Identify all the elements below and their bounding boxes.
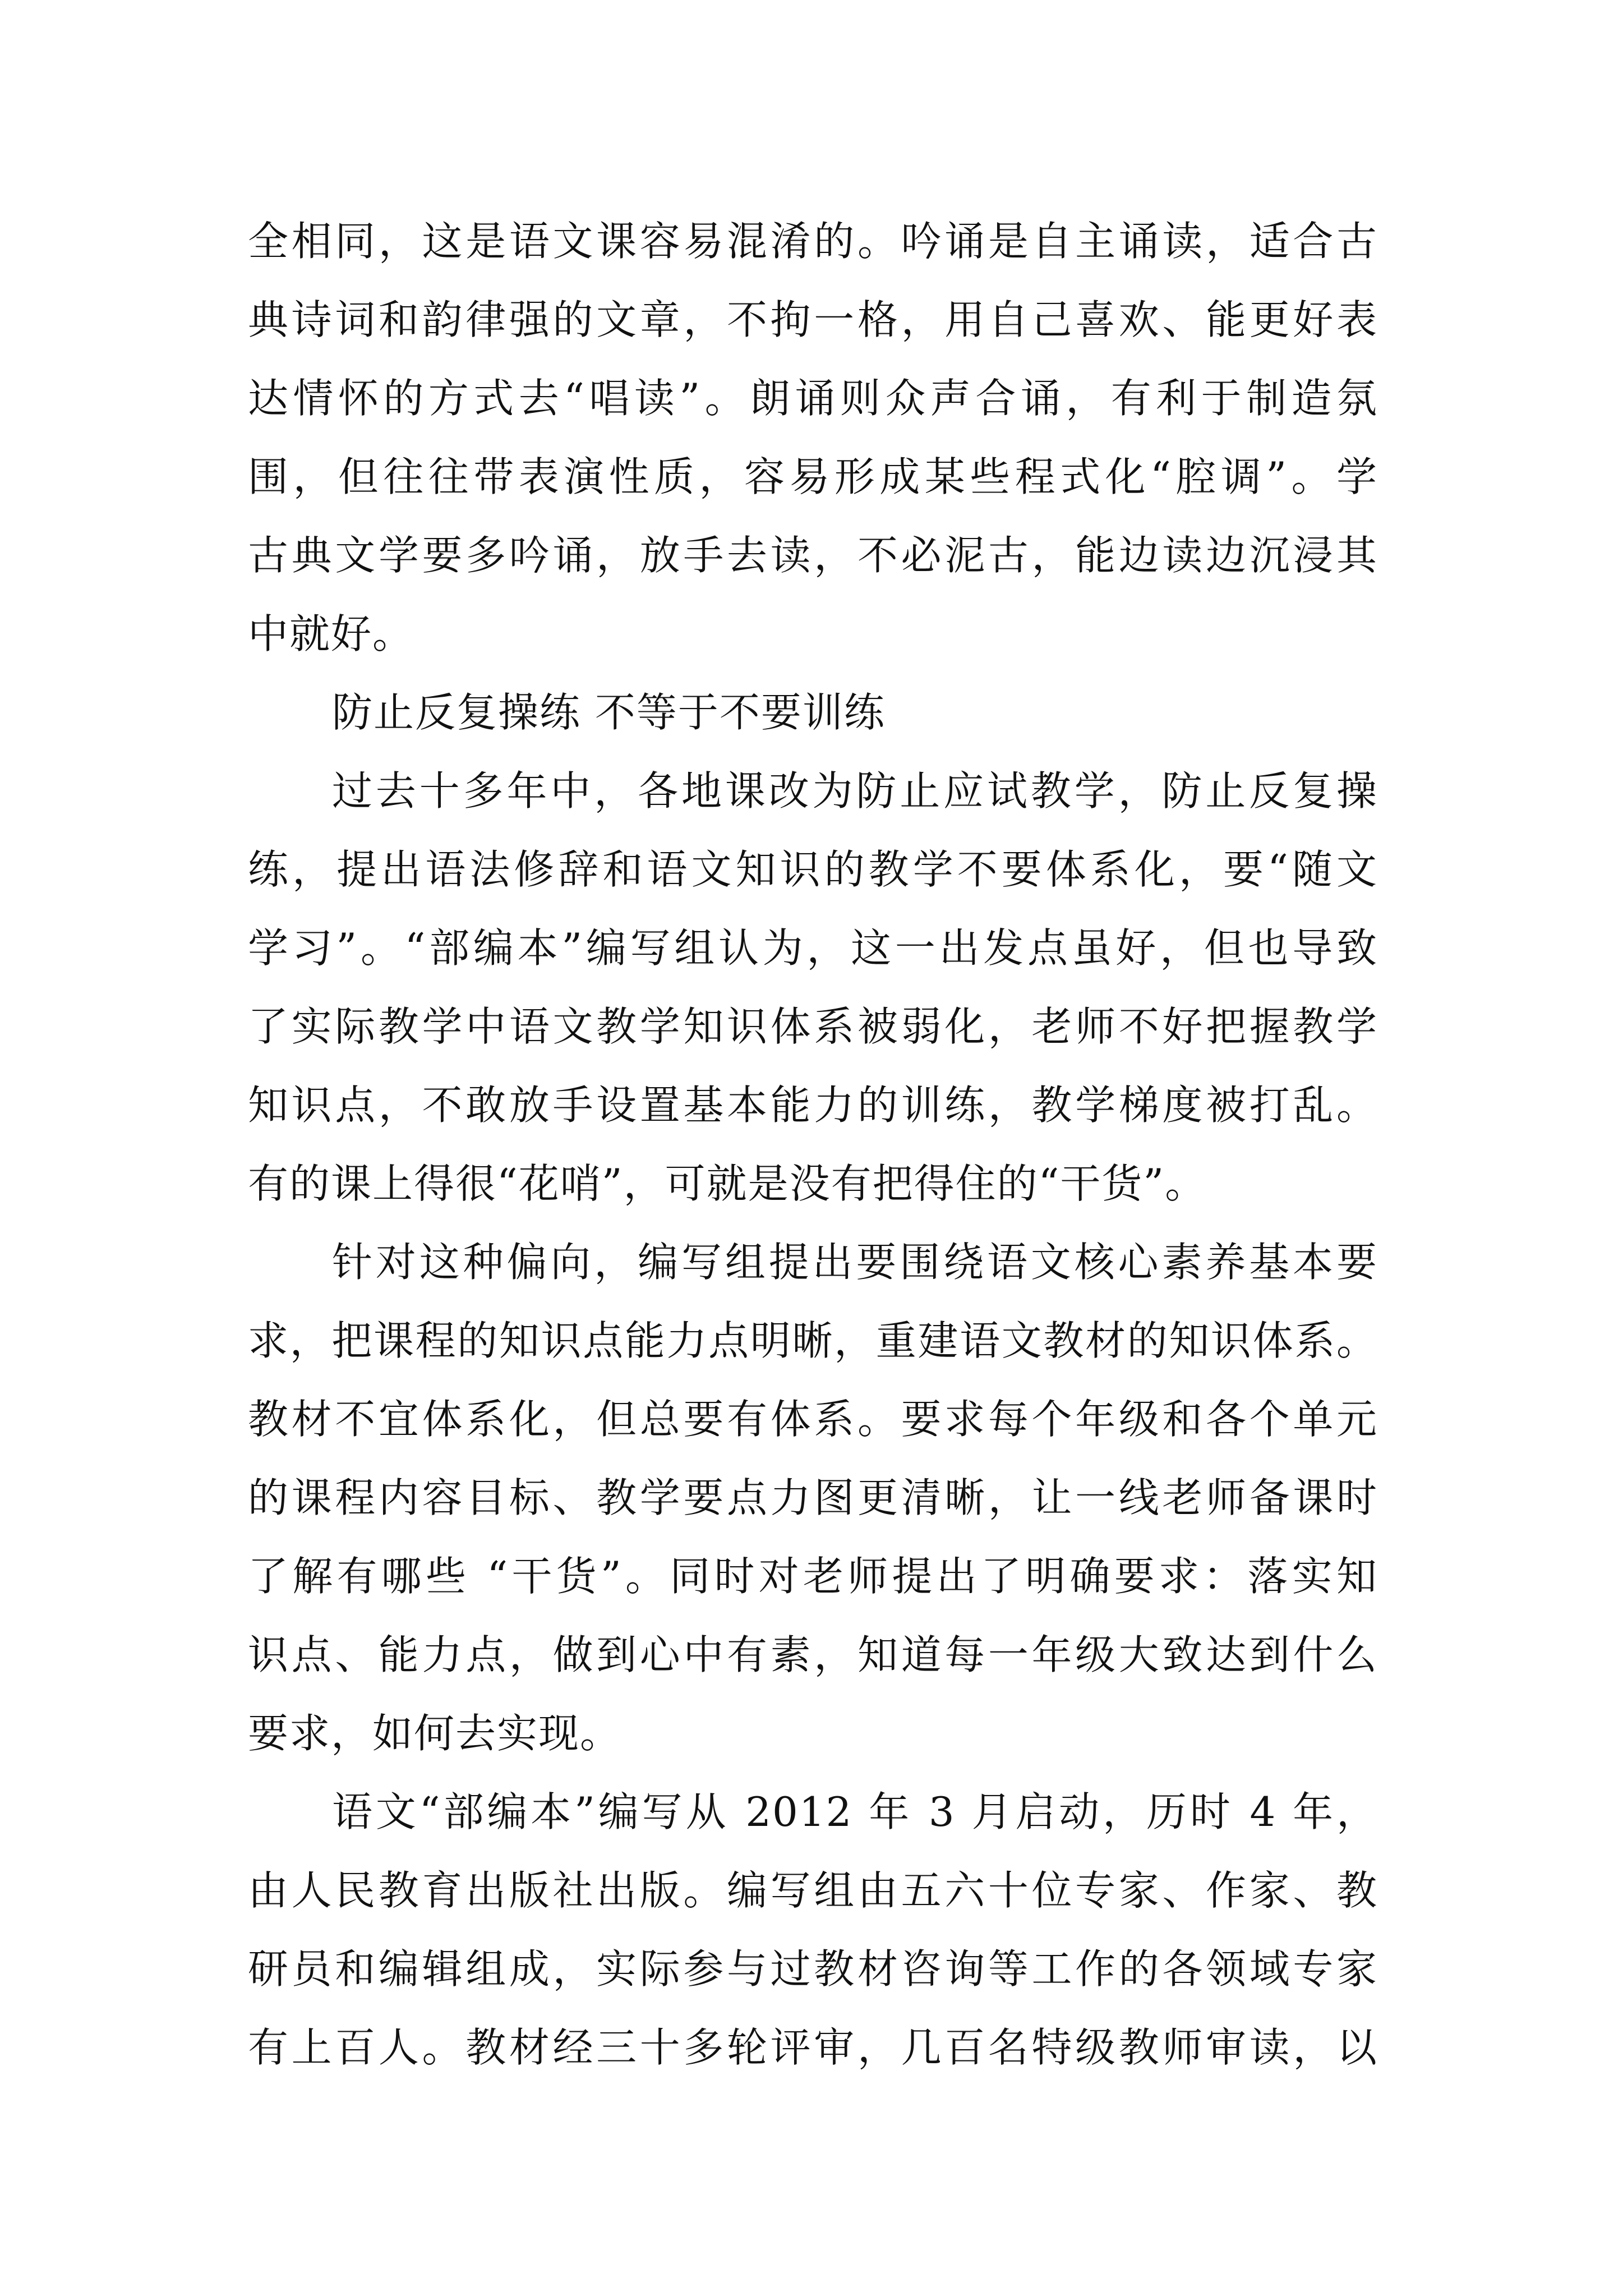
- text-line-5: 古典文学要多吟诵，放手去读，不必泥古，能边读边沉浸其: [248, 532, 1378, 579]
- text-line-11: 了实际教学中语文教学知识体系被弱化，老师不好把握教学: [248, 1003, 1378, 1050]
- text-line-3: 达情怀的方式去“唱读”。朗诵则众声合诵，有利于制造氛: [248, 375, 1378, 422]
- text-line-9: 练，提出语法修辞和语文知识的教学不要体系化，要“随文: [248, 846, 1378, 893]
- text-line-19: 识点、能力点，做到心中有素，知道每一年级大致达到什么: [248, 1631, 1378, 1678]
- text-line-18: 了解有哪些 “干货”。同时对老师提出了明确要求：落实知: [248, 1553, 1378, 1600]
- section-heading: 防止反复操练 不等于不要训练: [332, 689, 886, 736]
- text-line-16: 教材不宜体系化，但总要有体系。要求每个年级和各个单元: [248, 1396, 1378, 1443]
- text-line-20: 要求，如何去实现。: [248, 1710, 622, 1757]
- text-line-4: 围，但往往带表演性质，容易形成某些程式化“腔调”。学: [248, 453, 1378, 500]
- text-line-17: 的课程内容目标、教学要点力图更清晰，让一线老师备课时: [248, 1474, 1378, 1521]
- article-body: [248, 202, 1378, 2087]
- text-line-13: 有的课上得很“花哨”，可就是没有把得住的“干货”。: [248, 1160, 1207, 1207]
- text-line-15: 求，把课程的知识点能力点明晰，重建语文教材的知识体系。: [248, 1317, 1378, 1364]
- text-line-12: 知识点，不敢放手设置基本能力的训练，教学梯度被打乱。: [248, 1082, 1378, 1129]
- text-line-21: 语文“部编本”编写从 2012 年 3 月启动，历时 4 年，: [332, 1788, 1378, 1835]
- text-line-24: 有上百人。教材经三十多轮评审，几百名特级教师审读，以: [248, 2024, 1378, 2071]
- text-line-6: 中就好。: [248, 610, 414, 657]
- text-line-2: 典诗词和韵律强的文章，不拘一格，用自己喜欢、能更好表: [248, 296, 1378, 343]
- text-line-14: 针对这种偏向，编写组提出要围绕语文核心素养基本要: [332, 1239, 1378, 1286]
- text-line-22: 由人民教育出版社出版。编写组由五六十位专家、作家、教: [248, 1867, 1378, 1914]
- text-line-1: 全相同，这是语文课容易混淆的。吟诵是自主诵读，适合古: [248, 218, 1378, 265]
- text-line-8: 过去十多年中，各地课改为防止应试教学，防止反复操: [332, 767, 1378, 815]
- text-line-23: 研员和编辑组成，实际参与过教材咨询等工作的各领域专家: [248, 1945, 1378, 1993]
- text-line-10: 学习”。“部编本”编写组认为，这一出发点虽好，但也导致: [248, 924, 1378, 972]
